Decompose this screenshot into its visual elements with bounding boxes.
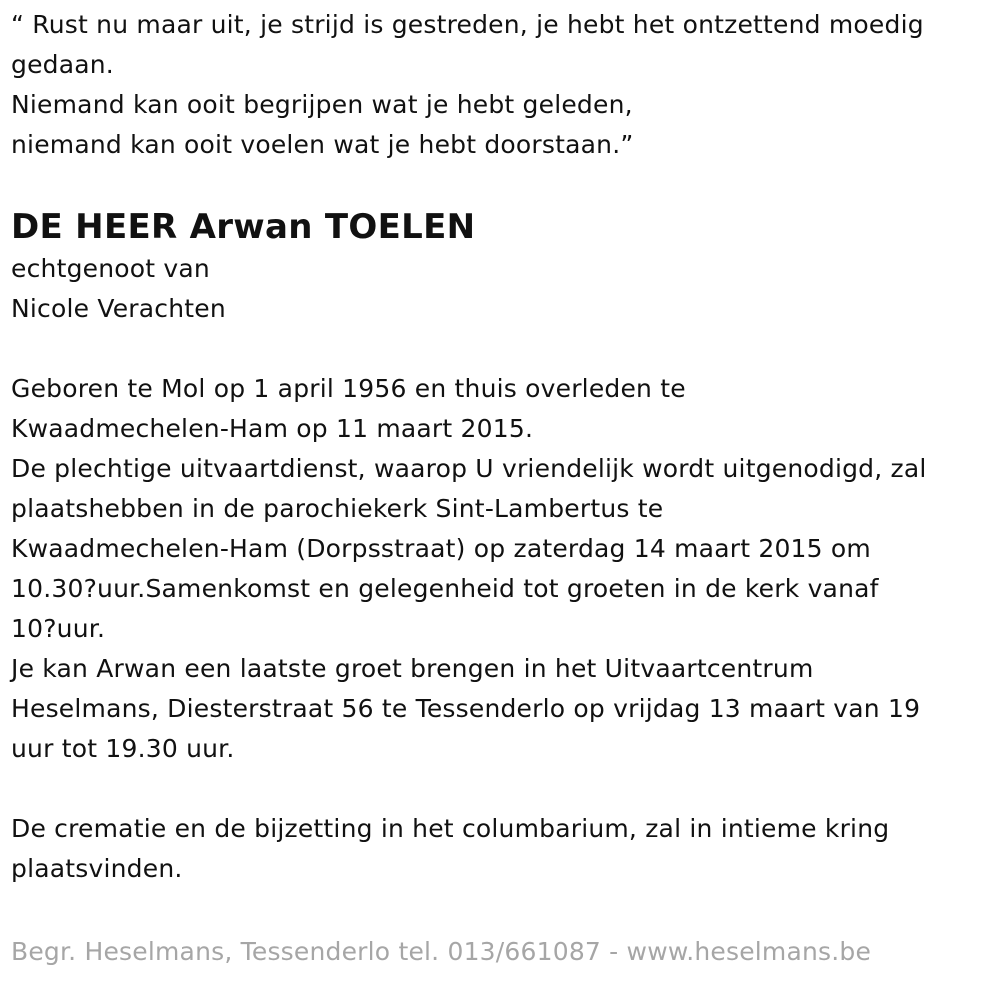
memorial-quote [11, 5, 986, 165]
spacer [11, 769, 986, 809]
details-line: Je kan Arwan een laatste groet brengen in het Uitvaartcentrum [11, 654, 814, 683]
quote-line: Niemand kan ooit begrijpen wat je hebt geleden, [11, 90, 633, 119]
details-line: Geboren te Mol op 1 april 1956 en thuis overleden te [11, 374, 686, 403]
details-line: 10.30?uur.Samenkomst en gelegenheid tot groeten in de kerk vanaf [11, 574, 879, 603]
cremation-line: De crematie en de bijzetting in het columbarium, zal in intieme kring [11, 814, 890, 843]
details-line: plaatshebben in de parochiekerk Sint-Lambertus te [11, 494, 664, 523]
obituary-notice [11, 0, 986, 889]
details-line: Kwaadmechelen-Ham (Dorpsstraat) op zaterdag 14 maart 2015 om [11, 534, 871, 563]
details-line: 10?uur. [11, 614, 106, 643]
deceased-name: DE HEER Arwan TOELEN [11, 207, 476, 247]
funeral-home-footer: Begr. Heselmans, Tessenderlo tel. 013/661087 - www.heselmans.be [11, 937, 872, 966]
relation-label: echtgenoot van [11, 254, 210, 283]
details-line: De plechtige uitvaartdienst, waarop U vriendelijk wordt uitgenodigd, zal [11, 454, 927, 483]
spacer [11, 329, 986, 369]
details-line: uur tot 19.30 uur. [11, 734, 235, 763]
cremation-notice [11, 809, 986, 889]
details-line: Heselmans, Diesterstraat 56 te Tessenderlo op vrijdag 13 maart van 19 [11, 694, 921, 723]
quote-line: “ Rust nu maar uit, je strijd is gestreden, je hebt het ontzettend moedig [11, 10, 924, 39]
quote-line: niemand kan ooit voelen wat je hebt doorstaan.” [11, 130, 634, 159]
cremation-line: plaatsvinden. [11, 854, 183, 883]
details-line: Kwaadmechelen-Ham op 11 maart 2015. [11, 414, 534, 443]
funeral-details [11, 369, 986, 769]
spouse-name: Nicole Verachten [11, 294, 226, 323]
quote-line: gedaan. [11, 50, 114, 79]
